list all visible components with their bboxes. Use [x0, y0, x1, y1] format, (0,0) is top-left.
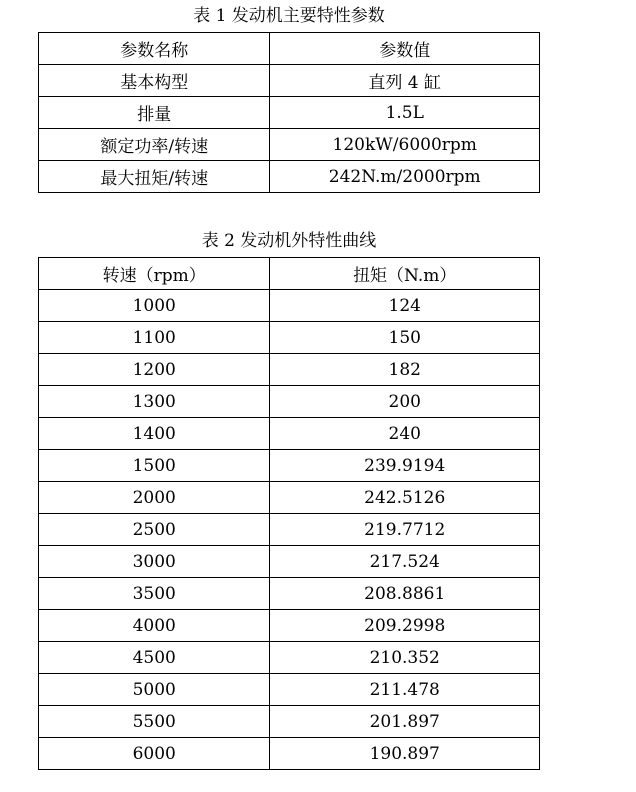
table-header-row: [39, 33, 540, 65]
header-cell-speed: 转速（rpm）: [39, 258, 270, 290]
speed-cell: 5000: [39, 674, 270, 706]
torque-cell: 190.897: [270, 738, 540, 770]
table-row: [39, 706, 540, 738]
speed-cell: 1400: [39, 418, 270, 450]
table-row: [39, 354, 540, 386]
param-value-cell: 直列 4 缸: [270, 65, 540, 97]
table-row: [39, 610, 540, 642]
table-row: [39, 738, 540, 770]
torque-cell: 217.524: [270, 546, 540, 578]
torque-cell: 124: [270, 290, 540, 322]
table1-caption: 表 1 发动机主要特性参数: [193, 6, 385, 26]
speed-cell: 2500: [39, 514, 270, 546]
table-row: [39, 514, 540, 546]
table-header-row: [39, 258, 540, 290]
torque-cell: 239.9194: [270, 450, 540, 482]
speed-cell: 1000: [39, 290, 270, 322]
header-cell-param-name: 参数名称: [39, 33, 270, 65]
torque-cell: 182: [270, 354, 540, 386]
table-row: [39, 322, 540, 354]
speed-cell: 1300: [39, 386, 270, 418]
table-row: [39, 290, 540, 322]
torque-cell: 240: [270, 418, 540, 450]
table-row: [39, 161, 540, 193]
table-row: [39, 578, 540, 610]
speed-cell: 1100: [39, 322, 270, 354]
header-cell-torque: 扭矩（N.m）: [270, 258, 540, 290]
table-row: [39, 386, 540, 418]
torque-cell: 200: [270, 386, 540, 418]
torque-cell: 219.7712: [270, 514, 540, 546]
torque-cell: 210.352: [270, 642, 540, 674]
param-name-cell: 最大扭矩/转速: [39, 161, 270, 193]
param-name-cell: 额定功率/转速: [39, 129, 270, 161]
param-value-cell: 1.5L: [270, 97, 540, 129]
table-row: [39, 546, 540, 578]
speed-cell: 5500: [39, 706, 270, 738]
table-row: [39, 97, 540, 129]
param-value-cell: 242N.m/2000rpm: [270, 161, 540, 193]
table-row: [39, 418, 540, 450]
torque-cell: 211.478: [270, 674, 540, 706]
torque-cell: 208.8861: [270, 578, 540, 610]
table-row: [39, 642, 540, 674]
speed-cell: 1500: [39, 450, 270, 482]
torque-cell: 150: [270, 322, 540, 354]
header-cell-param-value: 参数值: [270, 33, 540, 65]
param-name-cell: 基本构型: [39, 65, 270, 97]
table-row: [39, 450, 540, 482]
torque-curve-table: [38, 257, 540, 770]
param-value-cell: 120kW/6000rpm: [270, 129, 540, 161]
torque-cell: 201.897: [270, 706, 540, 738]
table-row: [39, 129, 540, 161]
table-row: [39, 674, 540, 706]
speed-cell: 4000: [39, 610, 270, 642]
speed-cell: 3500: [39, 578, 270, 610]
param-name-cell: 排量: [39, 97, 270, 129]
speed-cell: 3000: [39, 546, 270, 578]
table2-caption: 表 2 发动机外特性曲线: [201, 231, 377, 251]
speed-cell: 6000: [39, 738, 270, 770]
torque-cell: 242.5126: [270, 482, 540, 514]
speed-cell: 1200: [39, 354, 270, 386]
engine-spec-table: [38, 32, 540, 193]
speed-cell: 4500: [39, 642, 270, 674]
table-row: [39, 482, 540, 514]
table-row: [39, 65, 540, 97]
speed-cell: 2000: [39, 482, 270, 514]
torque-cell: 209.2998: [270, 610, 540, 642]
